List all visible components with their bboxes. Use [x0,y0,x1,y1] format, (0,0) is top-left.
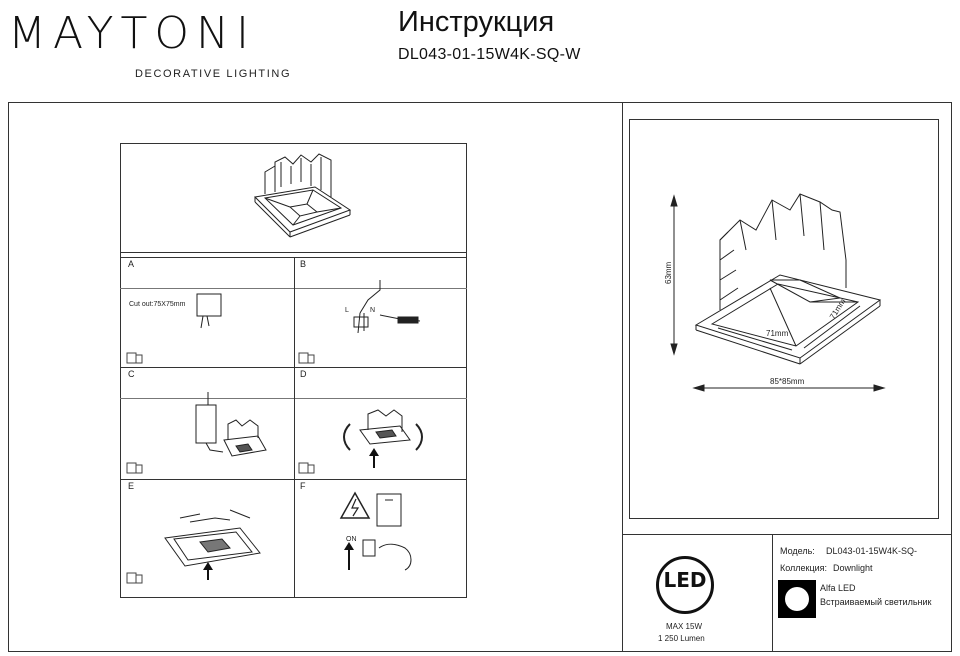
wire-l-label: L [345,307,349,314]
dimension-drawing [660,180,890,400]
switch-on-label: ON [346,536,357,543]
brand-tagline: DECORATIVE LIGHTING [135,68,292,80]
driver-install-illustration [188,390,268,465]
wire-n-label: N [370,307,376,314]
step-d-label: D [300,369,307,379]
box-icon [126,572,144,584]
cutout-note: Cut out:75X75mm [129,301,186,308]
outer-dimension: 85*85mm [770,377,805,386]
led-badge-text: LED [663,568,707,592]
model-code: DL043-01-15W4K-SQ-W [398,46,581,63]
wiring-illustration [340,275,430,350]
step-c-label: C [128,369,135,379]
brand-logo: MAYTONI [8,8,256,59]
inner-width-dimension: 71mm [766,329,789,338]
divider-badge [772,534,773,652]
model-label: Модель: [780,546,815,556]
divider-vertical [622,102,623,652]
lumen-rating: 1 250 Lumen [658,634,705,643]
product-type: Встраиваемый светильник [820,597,932,607]
box-icon [298,462,316,474]
row-divider-1 [120,252,467,253]
product-illustration-top [245,152,365,247]
divider-right-horizontal [622,534,952,535]
swatch-circle-icon [785,587,809,611]
step-b-label: B [300,259,307,269]
inner-depth-dimension: 71mm [828,297,848,321]
step-a-label: A [128,259,135,269]
step-e-label: E [128,481,135,491]
column-divider [294,257,295,598]
collection-label: Коллекция: [780,563,828,573]
step-f-label: F [300,481,306,491]
cutout-illustration [195,292,225,332]
document-title: Инструкция [398,6,555,38]
trim-install-illustration [160,498,270,583]
collection-value: Downlight [833,563,873,573]
product-swatch [778,580,816,618]
rotate-install-illustration [338,404,428,474]
box-icon [126,352,144,364]
model-value: DL043-01-15W4K-SQ- [826,546,918,556]
box-icon [298,352,316,364]
height-dimension: 63mm [664,261,673,284]
box-icon [126,462,144,474]
series-name: Alfa LED [820,583,856,593]
power-rating: MAX 15W [666,622,703,631]
